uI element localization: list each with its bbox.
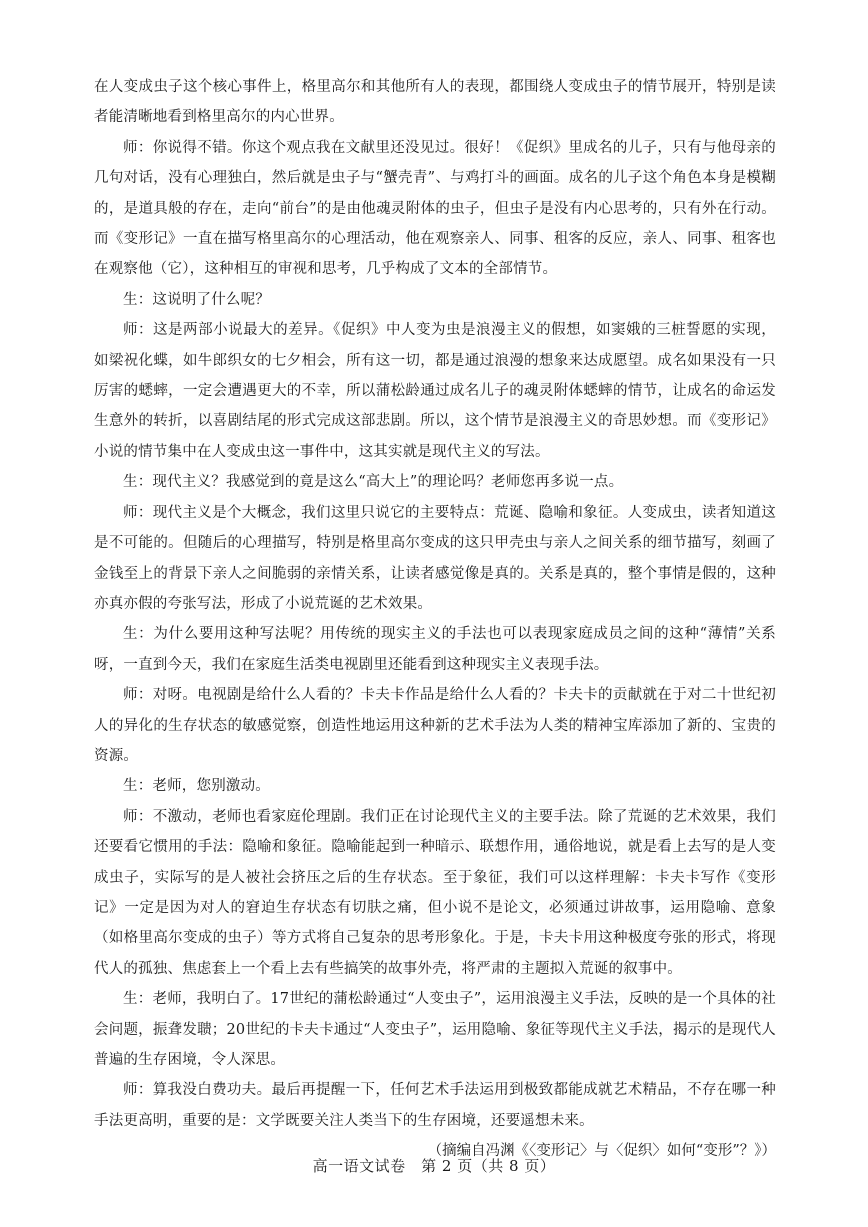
paragraph-student-1: 生：这说明了什么呢？	[123, 291, 270, 308]
paragraph-student-4: 生：老师，您别激动。	[123, 778, 270, 795]
paragraph-teacher-3: 师：现代主义是个大概念，我们这里只说它的主要特点：荒诞、隐喻和象征。人变成虫，读者知道这是不可能的。但随后的心理描写，特别是格里高尔变成的这只甲壳虫与亲人之间关系的细节描写，刻画了金钱至上的背景下亲人之间脆弱的亲情关系，让读者感觉像是真的。关系是真的，整个事情是假的，这种亦真亦假的夸张写法，形成了小说荒诞的艺术效果。	[94, 504, 776, 612]
paragraph-teacher-1: 师：你说得不错。你这个观点我在文献里还没见过。很好！《促织》里成名的儿子，只有与他母亲的几句对话，没有心理独白，然后就是虫子与“蟹壳青”、与鸡打斗的画面。成名的儿子这个角色本身是模糊的，是道具般的存在，走向“前台”的是由他魂灵附体的虫子，但虫子是没有内心思考的，只有外在行动。而《变形记》一直在描写格里高尔的心理活动，他在观察亲人、同事、租客的反应，亲人、同事、租客也在观察他（它），这种相互的审视和思考，几乎构成了文本的全部情节。	[94, 139, 776, 278]
paragraph-teacher-4: 师：对呀。电视剧是给什么人看的？卡夫卡作品是给什么人看的？卡夫卡的贡献就在于对二十世纪初人的异化的生存状态的敏感觉察，创造性地运用这种新的艺术手法为人类的精神宝库添加了新的、宝贵的资源。	[94, 687, 776, 764]
paragraph-teacher-5: 师：不激动，老师也看家庭伦理剧。我们正在讨论现代主义的主要手法。除了荒诞的艺术效果，我们还要看它惯用的手法：隐喻和象征。隐喻能起到一种暗示、联想作用，通俗地说，就是看上去写的是人变成虫子，实际写的是人被社会挤压之后的生存状态。至于象征，我们可以这样理解：卡夫卡写作《变形记》一定是因为对人的窘迫生存状态有切肤之痛，但小说不是论文，必须通过讲故事，运用隐喻、意象（如格里高尔变成的虫子）等方式将自己复杂的思考形象化。于是，卡夫卡用这种极度夸张的形式，将现代人的孤独、焦虑套上一个看上去有些搞笑的故事外壳，将严肃的主题拟入荒诞的叙事中。	[94, 808, 776, 977]
paragraph-student-2: 生：现代主义？我感觉到的竟是这么“高大上”的理论吗？老师您再多说一点。	[123, 474, 624, 491]
paragraph-student-3: 生：为什么要用这种写法呢？用传统的现实主义的手法也可以表现家庭成员之间的这种“薄情”关系呀，一直到今天，我们在家庭生活类电视剧里还能看到这种现实主义表现手法。	[94, 626, 776, 673]
paragraph-continuation: 在人变成虫子这个核心事件上，格里高尔和其他所有人的表现，都围绕人变成虫子的情节展开，特别是读者能清晰地看到格里高尔的内心世界。	[94, 79, 776, 126]
article-body	[94, 72, 776, 1167]
paragraph-student-5: 生：老师，我明白了。17世纪的蒲松龄通过“人变虫子”，运用浪漫主义手法，反映的是一个具体的社会问题，振聋发聩；20世纪的卡夫卡通过“人变虫子”，运用隐喻、象征等现代主义手法，揭示的是现代人普遍的生存困境，令人深思。	[94, 991, 776, 1068]
paragraph-teacher-6: 师：算我没白费功夫。最后再提醒一下，任何艺术手法运用到极致都能成就艺术精品，不存在哪一种手法更高明，重要的是：文学既要关注人类当下的生存困境，还要遥想未来。	[94, 1082, 776, 1129]
source-citation: （摘编自冯渊《〈变形记〉与〈促织〉如何“变形”？》）	[427, 1143, 776, 1160]
paragraph-teacher-2: 师：这是两部小说最大的差异。《促织》中人变为虫是浪漫主义的假想，如窦娥的三桩誓愿的实现，如梁祝化蝶，如牛郎织女的七夕相会，所有这一切，都是通过浪漫的想象来达成愿望。成名如果没有一只厉害的蟋蟀，一定会遭遇更大的不幸，所以蒲松龄通过成名儿子的魂灵附体蟋蟀的情节，让成名的命运发生意外的转折，以喜剧结尾的形式完成这部悲剧。所以，这个情节是浪漫主义的奇思妙想。而《变形记》小说的情节集中在人变成虫这一事件中，这其实就是现代主义的写法。	[94, 322, 776, 460]
page-footer: 高一语文试卷 第 2 页（共 8 页）	[312, 1157, 556, 1175]
